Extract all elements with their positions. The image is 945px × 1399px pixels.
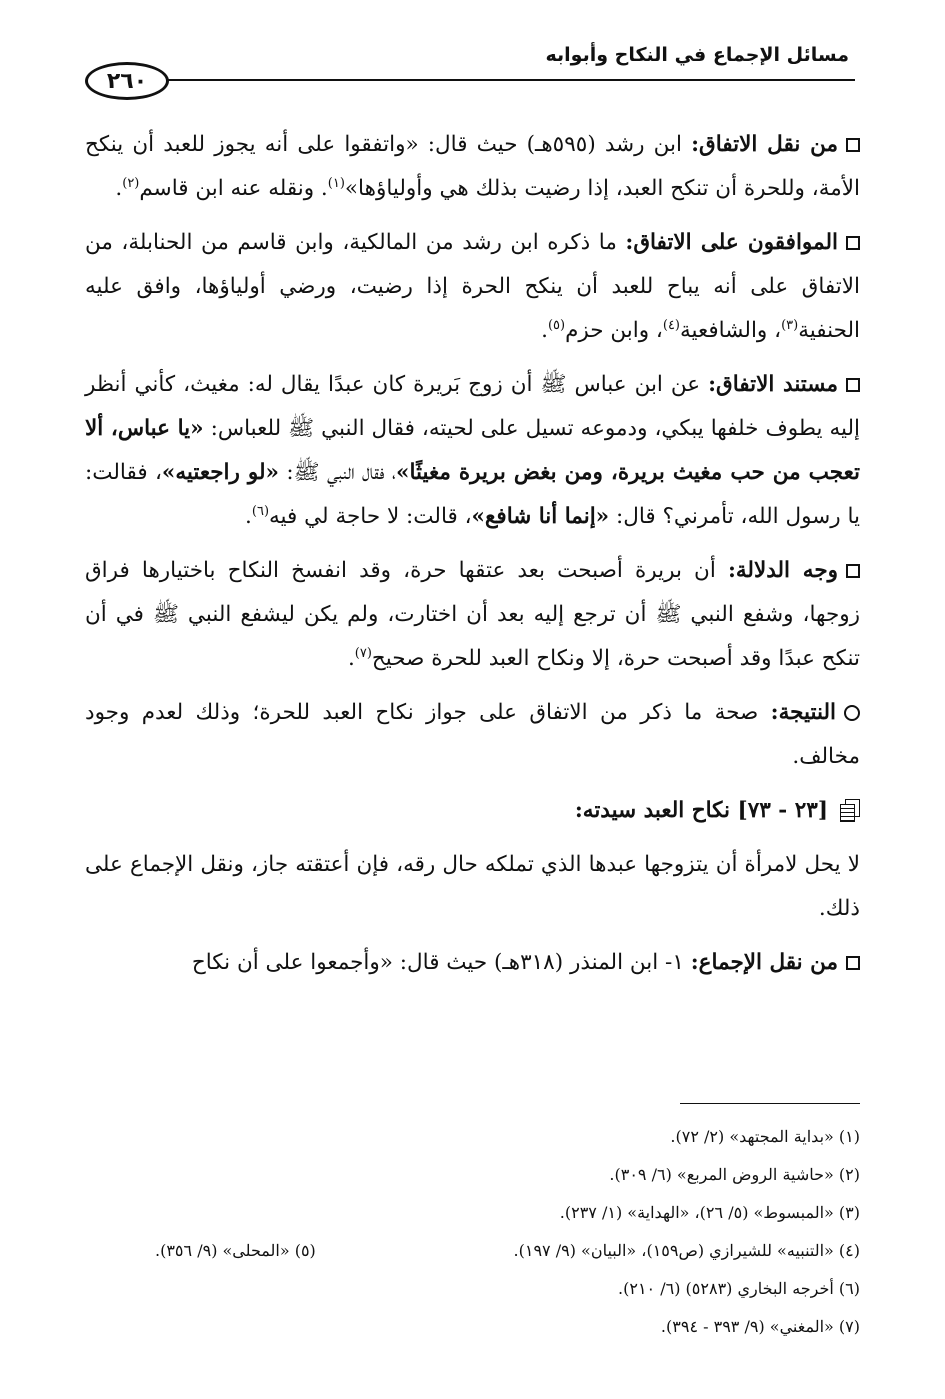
page-header bbox=[85, 44, 855, 94]
header-rule bbox=[155, 79, 855, 81]
paragraph-lead: النتيجة: bbox=[770, 700, 836, 725]
documents-icon bbox=[838, 799, 860, 821]
footnote-ref[interactable]: (٥) bbox=[547, 317, 566, 333]
paragraph-agreeing: الموافقون على الاتفاق: ما ذكره ابن رشد من المالكية، وابن قاسم من الحنابلة، من الاتفاق على أنه يباح للعبد أن ينكح الحرة إذا رضيت، ورضي أولياؤها، وافق عليه الحنفية$^{(٣)}$، والشافعية$^{(٤)}$، وابن حزم$^{(٥)}$. bbox=[85, 230, 860, 343]
footnote-2: (٢) «حاشية الروض المربع» (٦/ ٣٠٩). bbox=[609, 1165, 860, 1184]
paragraph-lead: وجه الدلالة: bbox=[727, 558, 838, 583]
footnote-separator bbox=[680, 1103, 860, 1104]
footnote-row bbox=[85, 1232, 860, 1270]
square-bullet-icon bbox=[846, 138, 860, 152]
footnote-4: (٤) «التنبيه» للشيرازي (ص١٥٩)، «البيان» (٩/ ١٩٧). bbox=[513, 1241, 860, 1260]
footnote-ref[interactable]: (٤) bbox=[662, 317, 680, 333]
footnote-6: (٦) أخرجه البخاري (٥٢٨٣) (٦/ ٢١٠). bbox=[618, 1279, 860, 1298]
paragraph-basis: مستند الاتفاق: عن ابن عباس ﷺ أن زوج بَريرة كان عبدًا يقال له: مغيث، كأني أنظر إليه يطوف خلفها يبكي، ودموعه تسيل على لحيته، فقال النبي ﷺ للعباس: «يا عباس، ألا تعجب من حب مغيث بريرة، ومن بغض بريرة مغيثًا»، فقال النبي ﷺ: «لو راجعتيه»، فقالت: يا رسول الله، تأمرني؟ قال: «إنما أنا شافع»، قالت: لا حاجة لي فيه$^{(٦)}$. bbox=[85, 372, 861, 529]
paragraph-lead: الموافقون على الاتفاق: bbox=[625, 230, 838, 255]
paragraph-intro: لا يحل لامرأة أن يتزوجها عبدها الذي تملكه حال رقه، فإن أعتقته جاز، ونقل الإجماع على ذلك. bbox=[85, 852, 860, 921]
footnote-3: (٣) «المبسوط» (٥/ ٢٦)، «الهداية» (١/ ٢٣٧). bbox=[559, 1203, 860, 1222]
paragraph-lead: من نقل الاتفاق: bbox=[691, 132, 838, 157]
square-bullet-icon bbox=[846, 236, 860, 250]
hadith-quote: «يا عباس، ألا تعجب من حب مغيث بريرة، ومن بغض بريرة مغيثًا» bbox=[85, 416, 860, 485]
circle-bullet-icon bbox=[844, 705, 860, 721]
section-heading: [٢٣ - ٧٣] نكاح العبد سيدته: bbox=[85, 789, 860, 833]
paragraph-lead: من نقل الإجماع: bbox=[690, 950, 838, 975]
footnote-5: (٥) «المحلى» (٩/ ٣٥٦). bbox=[155, 1241, 316, 1260]
footnote-ref[interactable]: (١) bbox=[327, 175, 345, 191]
page-number: ٢٦٠ bbox=[85, 62, 169, 100]
footnote-ref[interactable]: (٢) bbox=[122, 175, 140, 191]
footnote-ref[interactable]: (٣) bbox=[781, 317, 799, 333]
footnote-1: (١) «بداية المجتهد» (٢/ ٧٢). bbox=[670, 1127, 860, 1146]
paragraph-transmitters: من نقل الاتفاق: ابن رشد (٥٩٥هـ) حيث قال: «واتفقوا على أنه يجوز للعبد أن ينكح الأمة، وللحرة أن تنكح العبد، إذا رضيت بذلك هي وأولياؤها»$^{(١)}$. ونقله عنه ابن قاسم$^{(٢)}$. bbox=[85, 132, 860, 201]
main-text bbox=[85, 123, 860, 995]
hadith-quote: «إنما أنا شافع» bbox=[471, 504, 610, 529]
footnote-ref[interactable]: (٧) bbox=[354, 645, 372, 661]
paragraph-lead: مستند الاتفاق: bbox=[708, 372, 838, 397]
square-bullet-icon bbox=[846, 378, 860, 392]
square-bullet-icon bbox=[846, 564, 860, 578]
footnote-ref[interactable]: (٦) bbox=[251, 503, 270, 519]
hadith-quote: «لو راجعتيه» bbox=[161, 460, 279, 485]
running-title: مسائل الإجماع في النكاح وأبوابه bbox=[545, 44, 849, 66]
square-bullet-icon bbox=[846, 956, 860, 970]
paragraph-evidence: وجه الدلالة: أن بريرة أصبحت بعد عتقها حرة، وقد انفسخ النكاح باختيارها فراق زوجها، وشفع النبي ﷺ أن ترجع إليه بعد أن اختارت، ولم يكن ليشفع النبي ﷺ في أن تنكح عبدًا وقد أصبحت حرة، إلا ونكاح العبد للحرة صحيح$^{(٧)}$. bbox=[85, 558, 860, 671]
paragraph-consensus: من نقل الإجماع: ١- ابن المنذر (٣١٨هـ) حيث قال: «وأجمعوا على أن نكاح bbox=[85, 941, 860, 985]
footnotes bbox=[85, 1118, 860, 1346]
paragraph-result: النتيجة: صحة ما ذكر من الاتفاق على جواز نكاح العبد للحرة؛ وذلك لعدم وجود مخالف. bbox=[85, 700, 860, 769]
footnote-7: (٧) «المغني» (٩/ ٣٩٣ - ٣٩٤). bbox=[660, 1317, 860, 1336]
